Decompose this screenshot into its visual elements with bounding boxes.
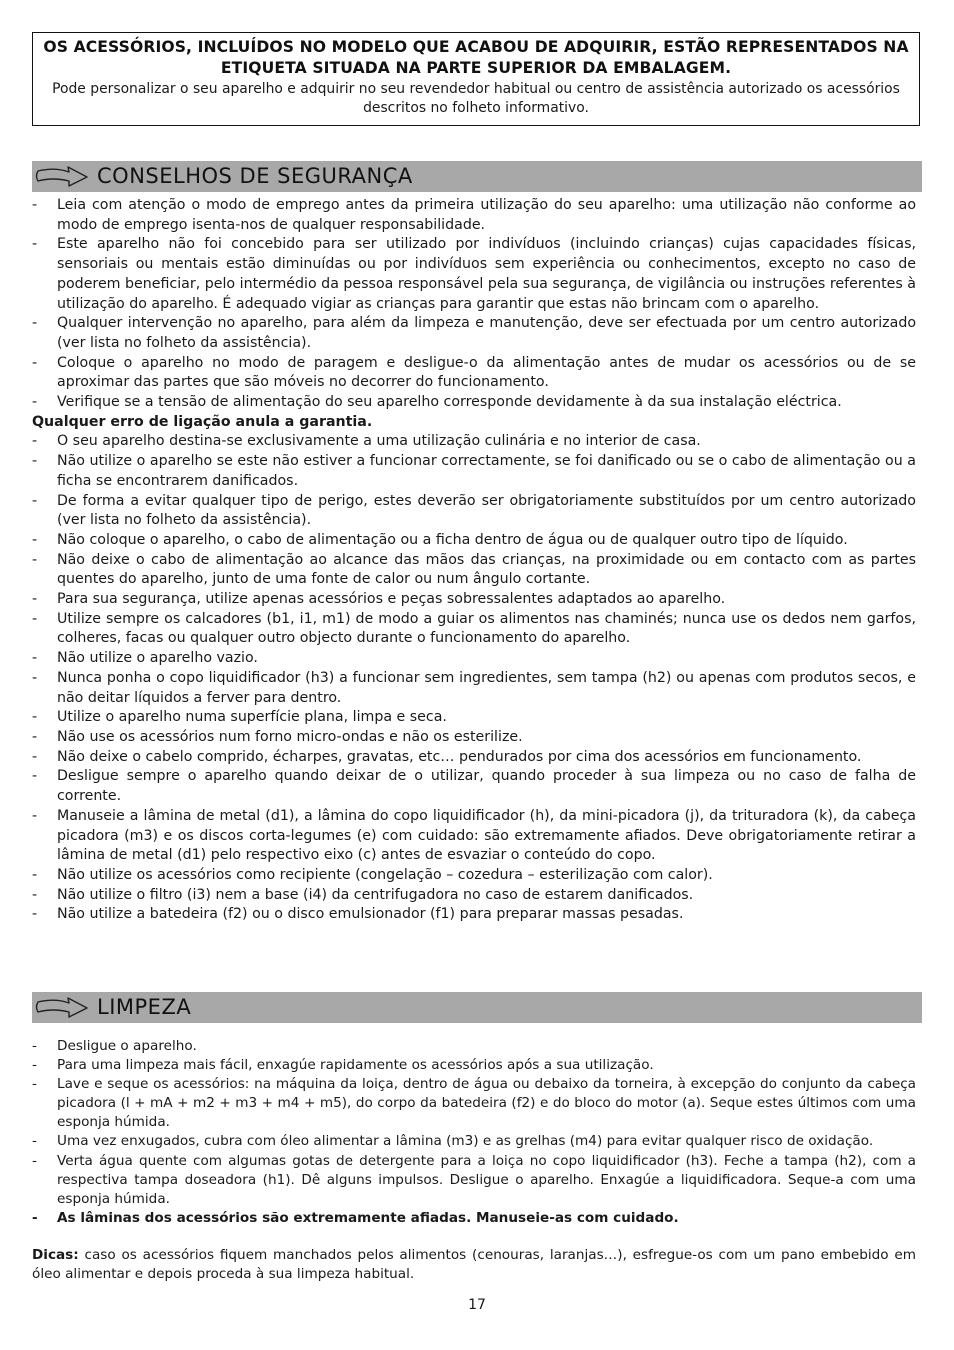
page-number: 17: [468, 1297, 486, 1313]
bullet-dash: -: [32, 768, 38, 785]
bullet-dash: -: [32, 236, 38, 253]
list-item: [32, 1056, 916, 1075]
list-item: [32, 1075, 916, 1132]
list-item: [32, 708, 916, 728]
bullet-dash: -: [32, 1209, 38, 1226]
list-item: [32, 669, 916, 708]
list-item: [32, 649, 916, 669]
list-item: [32, 393, 916, 413]
list-item: [32, 551, 916, 590]
list-item: [32, 905, 916, 925]
list-item: [32, 314, 916, 353]
bullet-dash: -: [32, 394, 38, 411]
list-item: [32, 610, 916, 649]
cleaning-tip: [32, 1246, 916, 1284]
list-item: [32, 886, 916, 906]
list-item-text: Este aparelho não foi concebido para ser utilizado por indivíduos (incluindo crianças) cujas capacidades físicas, sensoriais ou mentais estão diminuídas ou por indivíduos sem experiência ou conhecimentos, excepto no caso de poderem beneficiar, pelo intermédio da pessoa responsável pela sua segurança, de vigilância ou instruções referentes à utilização do aparelho. É adequado vigiar as crianças para garantir que estas não brincam com o aparelho.: [57, 236, 916, 312]
list-item-text: Manuseie a lâmina de metal (d1), a lâmina do copo liquidificador (h), da mini-picadora (j), da trituradora (k), da cabeça picadora (m3) e os discos corta-legumes (e) com cuidado: são extremamente afiados. Deve obrigatoriamente retirar a lâmina de metal (d1) pelo respectivo eixo (c) antes de esvaziar o conteúdo do copo.: [57, 807, 916, 864]
list-item-text: Coloque o aparelho no modo de paragem e desligue-o da alimentação antes de mudar os acessórios ou de se aproximar das partes que são móveis no decorrer do funcionamento.: [57, 354, 916, 391]
list-item: [32, 452, 916, 491]
bullet-dash: -: [32, 197, 38, 213]
list-item: [32, 531, 916, 551]
list-item-text: Lave e seque os acessórios: na máquina da loiça, dentro de água ou debaixo da torneira, à excepção do conjunto da cabeça picadora (l + mA + m2 + m3 + m4 + m5), do corpo da batedeira (f2) e do bloco do motor (a). Seque estes últimos com uma esponja húmida.: [57, 1076, 916, 1131]
list-item: [32, 1132, 916, 1151]
bullet-dash: -: [32, 748, 38, 765]
list-item-text: Qualquer intervenção no aparelho, para além da limpeza e manutenção, deve ser efectuada por um centro autorizado (ver lista no folheto da assistência).: [57, 315, 916, 351]
list-item: [32, 432, 916, 452]
notice-title: OS ACESSÓRIOS, INCLUÍDOS NO MODELO QUE ACABOU DE ADQUIRIR, ESTÃO REPRESENTADOS NA ETIQUETA SITUADA NA PARTE SUPERIOR DA EMBALAGEM.: [43, 38, 909, 77]
list-item-text: Não utilize o filtro (i3) nem a base (i4) da centrifugadora no caso de estarem danificados.: [57, 886, 694, 903]
bullet-dash: -: [32, 551, 38, 568]
list-item-text: Para uma limpeza mais fácil, enxagúe rapidamente os acessórios após a sua utilização.: [57, 1057, 654, 1074]
list-item-text: Não utilize os acessórios como recipiente (congelação – cozedura – esterilização com calor).: [57, 866, 713, 883]
list-item: [32, 728, 916, 748]
list-item: [32, 866, 916, 886]
bullet-dash: -: [32, 709, 38, 726]
list-item: [32, 354, 916, 393]
warranty-warning: Qualquer erro de ligação anula a garantia.: [32, 413, 373, 430]
bullet-dash: -: [32, 315, 38, 332]
list-item: [32, 807, 916, 866]
cleaning-section-header: [32, 992, 922, 1023]
list-item-text: Verta água quente com algumas gotas de detergente para a loiça no copo liquidificador (h3). Feche a tampa (h2), com a respectiva tampa doseadora (h1). Dê alguns impulsos. Desligue o aparelho. Enxagúe a liquidificadora. Seque-a com uma esponja húmida.: [57, 1152, 916, 1207]
bullet-dash: -: [32, 669, 38, 686]
list-item-text: Uma vez enxugados, cubra com óleo alimentar a lâmina (m3) e as grelhas (m4) para evitar qualquer risco de oxidação.: [57, 1133, 874, 1150]
list-item-text: Verifique se a tensão de alimentação do seu aparelho corresponde devidamente à da sua instalação eléctrica.: [57, 394, 842, 411]
list-item-text: Nunca ponha o copo liquidificador (h3) a funcionar sem ingredientes, sem tampa (h2) ou apenas com produtos secos, e não deitar líquidos a ferver para dentro.: [57, 669, 916, 706]
bullet-dash: -: [32, 453, 38, 470]
list-item-text: O seu aparelho destina-se exclusivamente a uma utilização culinária e no interior de casa.: [57, 433, 701, 450]
list-item-text: Utilize sempre os calcadores (b1, i1, m1) de modo a guiar os alimentos nas chaminés; nunca use os dedos nem garfos, colheres, facas ou qualquer outro objecto durante o funcionamento do aparelho.: [57, 610, 916, 647]
notice-text: Pode personalizar o seu aparelho e adquirir no seu revendedor habitual ou centro de assistência autorizado os acessórios descritos no folheto informativo.: [52, 81, 900, 116]
bullet-dash: -: [32, 1038, 37, 1054]
bullet-dash: -: [32, 1152, 37, 1169]
list-item: [32, 1037, 916, 1056]
list-item: [32, 748, 916, 768]
safety-list: [32, 196, 916, 925]
bullet-dash: -: [32, 433, 38, 450]
list-item-text: Não utilize o aparelho se este não estiver a funcionar correctamente, se foi danificado ou se o cabo de alimentação ou a ficha se encontrarem danificados.: [57, 453, 916, 489]
list-item: [32, 767, 916, 806]
curved-arrow-icon: [35, 164, 91, 188]
curved-arrow-icon: [35, 995, 91, 1019]
bullet-dash: -: [32, 1057, 37, 1074]
list-item: [32, 590, 916, 610]
bullet-dash: -: [32, 1076, 37, 1093]
list-item-text: Leia com atenção o modo de emprego antes da primeira utilização do seu aparelho: uma utilização não conforme ao modo de emprego isenta-nos de qualquer responsabilidade.: [57, 197, 916, 233]
list-item-text: Não deixe o cabo de alimentação ao alcance das mãos das crianças, na proximidade ou em contacto com as partes quentes do aparelho, junto de uma fonte de calor ou num ângulo cortante.: [57, 551, 916, 588]
tip-label: Dicas:: [32, 1247, 79, 1263]
bullet-dash: -: [32, 906, 38, 923]
safety-section-header: [32, 161, 922, 192]
accessories-notice-box: [32, 32, 920, 126]
bullet-dash: -: [32, 591, 38, 608]
cleaning-list: [32, 1037, 916, 1228]
list-item: [32, 196, 916, 235]
list-item-text: Não deixe o cabelo comprido, écharpes, gravatas, etc… pendurados por cima dos acessórios em funcionamento.: [57, 748, 862, 765]
list-item-text: Não utilize o aparelho vazio.: [57, 650, 258, 667]
list-item-text: As lâminas dos acessórios são extremamente afiadas. Manuseie-as com cuidado.: [57, 1209, 679, 1226]
bullet-dash: -: [32, 531, 38, 548]
bullet-dash: -: [32, 866, 38, 883]
list-item-text: De forma a evitar qualquer tipo de perigo, estes deverão ser obrigatoriamente substituídos por um centro autorizado (ver lista no folheto da assistência).: [57, 492, 916, 529]
safety-heading: CONSELHOS DE SEGURANÇA: [97, 164, 413, 188]
bullet-dash: -: [32, 610, 38, 627]
list-item-text: Não utilize a batedeira (f2) ou o disco emulsionador (f1) para preparar massas pesadas.: [57, 906, 684, 923]
list-item-text: Não use os acessórios num forno micro-ondas e não os esterilize.: [57, 728, 523, 745]
bullet-dash: -: [32, 1133, 37, 1150]
list-item-text: Utilize o aparelho numa superfície plana, limpa e seca.: [57, 709, 447, 726]
bullet-dash: -: [32, 728, 38, 745]
cleaning-heading: LIMPEZA: [97, 995, 192, 1019]
bullet-dash: -: [32, 354, 38, 371]
list-item: [32, 492, 916, 531]
list-item: [32, 1209, 916, 1228]
list-item-text: Desligue sempre o aparelho quando deixar de o utilizar, quando proceder à sua limpeza ou no caso de falha de corrente.: [57, 768, 916, 805]
list-item: [32, 235, 916, 314]
list-item-text: Não coloque o aparelho, o cabo de alimentação ou a ficha dentro de água ou de qualquer outro tipo de líquido.: [57, 531, 848, 548]
bullet-dash: -: [32, 886, 38, 903]
bullet-dash: -: [32, 650, 38, 667]
list-item-text: Desligue o aparelho.: [57, 1038, 197, 1054]
tip-text: caso os acessórios fiquem manchados pelos alimentos (cenouras, laranjas…), esfregue-os com um pano embebido em óleo alimentar e depois proceda à sua limpeza habitual.: [32, 1247, 916, 1283]
list-item: [32, 1152, 916, 1209]
list-item-text: Para sua segurança, utilize apenas acessórios e peças sobressalentes adaptados ao aparelho.: [57, 591, 726, 608]
bullet-dash: -: [32, 807, 38, 824]
bullet-dash: -: [32, 492, 38, 509]
